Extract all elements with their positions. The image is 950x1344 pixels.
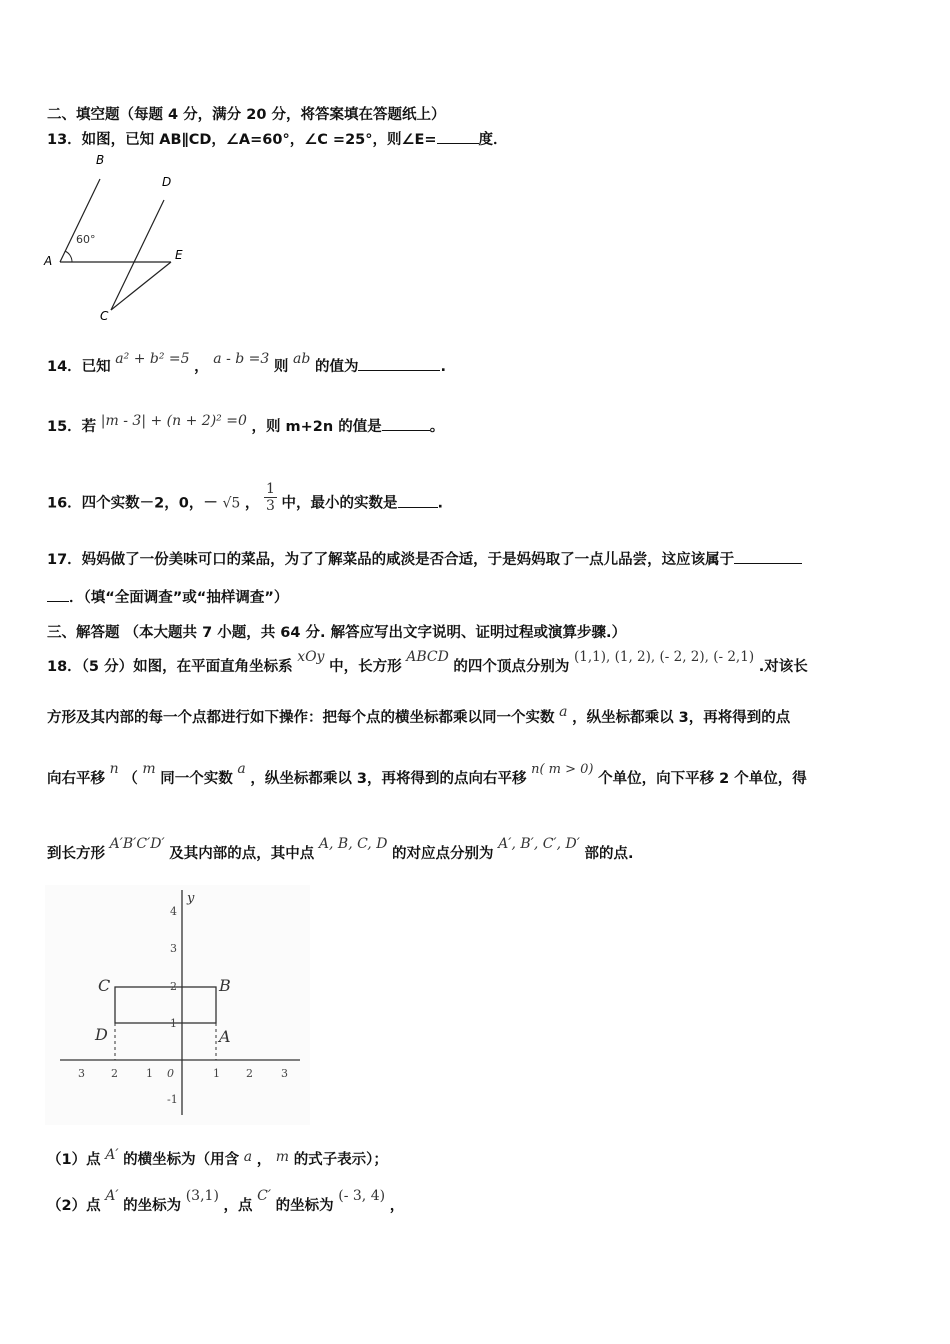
x-tick-neg3: 3 bbox=[78, 1067, 85, 1080]
q14-eq2: a - b =3 bbox=[213, 351, 270, 367]
graph-label-b: B bbox=[219, 976, 231, 995]
q17-answer-blank-2 bbox=[47, 587, 69, 602]
q16-sqrt: √5 bbox=[222, 495, 241, 512]
q14-prefix: 14．已知 bbox=[47, 359, 111, 375]
x-tick-neg2: 2 bbox=[111, 1067, 118, 1080]
q13-figure bbox=[40, 150, 200, 325]
q17-answer-blank-1 bbox=[734, 549, 802, 564]
q18-l3-n: n bbox=[109, 761, 119, 777]
sub2-point-c: C′ bbox=[257, 1188, 272, 1204]
q18-abcd: ABCD bbox=[406, 649, 449, 665]
q14-period: . bbox=[440, 359, 446, 375]
q14-eq1: a² + b² =5 bbox=[115, 351, 190, 367]
q18-l3-b: （ bbox=[123, 771, 138, 787]
sub1-var-a: a bbox=[243, 1149, 253, 1165]
q14-sep: ， bbox=[194, 359, 209, 375]
q16 bbox=[47, 481, 444, 520]
graph-label-d: D bbox=[95, 1025, 108, 1044]
q15 bbox=[47, 415, 444, 436]
q18-l1-a: 18．（5 分）如图，在平面直角坐标系 bbox=[47, 659, 293, 675]
q18-l1-c: 的四个顶点分别为 bbox=[453, 659, 570, 675]
label-b: B bbox=[96, 153, 105, 167]
q15-end: ，则 m+2n 的值是 bbox=[251, 419, 382, 435]
sub2-point-a: A′ bbox=[105, 1188, 119, 1204]
q18-l1-d: .对该长 bbox=[758, 659, 808, 675]
q14-answer-blank bbox=[358, 356, 440, 371]
q15-answer-blank bbox=[382, 416, 430, 431]
q16-comma: ， bbox=[244, 495, 260, 512]
sub2-coord-a: (3,1) bbox=[185, 1188, 219, 1204]
label-d: D bbox=[162, 175, 172, 189]
sub2-a: （2）点 bbox=[47, 1198, 101, 1214]
q18-l4-pts: A, B, C, D bbox=[318, 836, 388, 852]
x-tick-2: 2 bbox=[246, 1067, 253, 1080]
q14-mid: 则 bbox=[273, 359, 289, 375]
q18-points: (1,1), (1, 2), (- 2, 2), (- 2,1) bbox=[574, 649, 755, 665]
line-ab bbox=[60, 179, 100, 262]
q17-line1 bbox=[47, 548, 802, 569]
q18-l4-c: 的对应点分别为 bbox=[392, 846, 494, 862]
section2-heading: 二、填空题（每题 4 分，满分 20 分，将答案填在答题纸上） bbox=[47, 107, 446, 123]
sub1-point: A′ bbox=[105, 1147, 119, 1163]
q18-l2-var: a bbox=[559, 704, 568, 720]
sub1-var-m: m bbox=[275, 1149, 290, 1165]
origin-label: 0 bbox=[167, 1067, 174, 1080]
q13-text bbox=[47, 128, 508, 149]
q18-l2-a: 方形及其内部的每一个点都进行如下操作：把每个点的横坐标都乘以同一个实数 bbox=[47, 710, 555, 726]
q16-frac-den: 3 bbox=[266, 498, 275, 514]
q18-l3-var: a bbox=[237, 761, 246, 777]
q18-l4-primes: A′, B′, C′, D′ bbox=[498, 836, 580, 852]
q16-period: . bbox=[437, 495, 444, 512]
q18-l4-d: 部的点. bbox=[584, 846, 634, 862]
q18-line2 bbox=[47, 706, 790, 727]
q17-line2-text: ．（填“全面调查”或“抽样调查”） bbox=[69, 590, 289, 606]
q18-l4-b: 及其内部的点，其中点 bbox=[169, 846, 315, 862]
q17-text: 17．妈妈做了一份美味可口的菜品，为了了解菜品的咸淡是否合适，于是妈妈取了一点儿品尝，这应该属于 bbox=[47, 552, 735, 568]
q15-eq: |m - 3| + (n + 2)² =0 bbox=[100, 413, 247, 429]
q18-l3-cond: n( m > 0) bbox=[531, 762, 594, 777]
q18-line3 bbox=[47, 761, 807, 788]
q15-period: 。 bbox=[429, 419, 445, 435]
angle-label: 60° bbox=[76, 233, 96, 246]
q16-frac-num: 1 bbox=[266, 481, 275, 497]
coordinate-graph bbox=[45, 885, 310, 1125]
angle-a-arc bbox=[65, 251, 72, 262]
sub1 bbox=[47, 1148, 388, 1169]
q15-prefix: 15．若 bbox=[47, 419, 97, 435]
graph-background bbox=[45, 885, 310, 1125]
q18-line4 bbox=[47, 836, 634, 863]
sub2-b: 的坐标为 bbox=[123, 1198, 182, 1214]
q14-end: 的值为 bbox=[314, 359, 359, 375]
line-ce bbox=[111, 262, 171, 310]
label-c: C bbox=[100, 309, 109, 323]
q14-expr: ab bbox=[293, 351, 311, 367]
q18-l4-rect: A′B′C′D′ bbox=[109, 836, 165, 852]
sub1-b: 的横坐标为（用含 bbox=[123, 1152, 240, 1168]
q16-fraction bbox=[264, 481, 277, 514]
x-tick-neg1: 1 bbox=[146, 1067, 153, 1080]
q18-l3-d: ，纵坐标都乘以 3，再将得到的点向右平移 bbox=[250, 771, 527, 787]
q18-l2-b: ，纵坐标都乘以 3，再将得到的点 bbox=[572, 710, 791, 726]
graph-label-c: C bbox=[98, 976, 111, 995]
q16-end: 中，最小的实数是 bbox=[281, 495, 398, 512]
sub1-d: 的式子表示）； bbox=[293, 1152, 388, 1168]
q18-l3-m: m bbox=[142, 761, 156, 777]
sub2-e: ， bbox=[389, 1198, 405, 1214]
q18-l3-e: 个单位，向下平移 2 个单位，得 bbox=[598, 771, 807, 787]
q18-l1-b: 中，长方形 bbox=[329, 659, 402, 675]
x-tick-1: 1 bbox=[213, 1067, 220, 1080]
q14 bbox=[47, 351, 446, 376]
q16-prefix: 16．四个实数－2，0，－ bbox=[47, 495, 218, 512]
q18-l3-a: 向右平移 bbox=[47, 771, 105, 787]
graph-label-a: A bbox=[219, 1027, 231, 1046]
label-e: E bbox=[175, 248, 183, 262]
y-tick-1: 1 bbox=[170, 1017, 177, 1030]
q16-answer-blank bbox=[398, 493, 438, 508]
q18-l4-a: 到长方形 bbox=[47, 846, 105, 862]
section3-heading: 三、解答题 （本大题共 7 小题，共 64 分. 解答应写出文字说明、证明过程或演算步骤.） bbox=[47, 625, 627, 641]
q17-line2 bbox=[47, 586, 288, 607]
q13-question: 13．如图，已知 AB∥CD，∠A=60°，∠C =25°，则∠E= bbox=[47, 132, 437, 148]
label-a: A bbox=[44, 254, 53, 268]
y-tick-3: 3 bbox=[170, 942, 177, 955]
q13-end: 度． bbox=[478, 132, 508, 148]
sub2-coord-c: (- 3, 4) bbox=[338, 1188, 386, 1204]
sub1-a: （1）点 bbox=[47, 1152, 101, 1168]
y-tick-4: 4 bbox=[170, 905, 177, 918]
y-tick-2: 2 bbox=[170, 980, 177, 993]
sub2-c: ，点 bbox=[223, 1198, 253, 1214]
x-tick-3: 3 bbox=[281, 1067, 288, 1080]
y-axis-label: y bbox=[187, 891, 195, 906]
line-cd bbox=[111, 200, 164, 310]
sub2 bbox=[47, 1188, 405, 1215]
q18-xoy: xOy bbox=[297, 649, 325, 665]
y-tick-neg1: -1 bbox=[167, 1093, 178, 1106]
sub1-c: ， bbox=[256, 1152, 272, 1168]
q13-answer-blank bbox=[437, 129, 479, 144]
sub2-d: 的坐标为 bbox=[275, 1198, 334, 1214]
q18-line1 bbox=[47, 649, 808, 676]
q18-l3-c: 同一个实数 bbox=[160, 771, 233, 787]
